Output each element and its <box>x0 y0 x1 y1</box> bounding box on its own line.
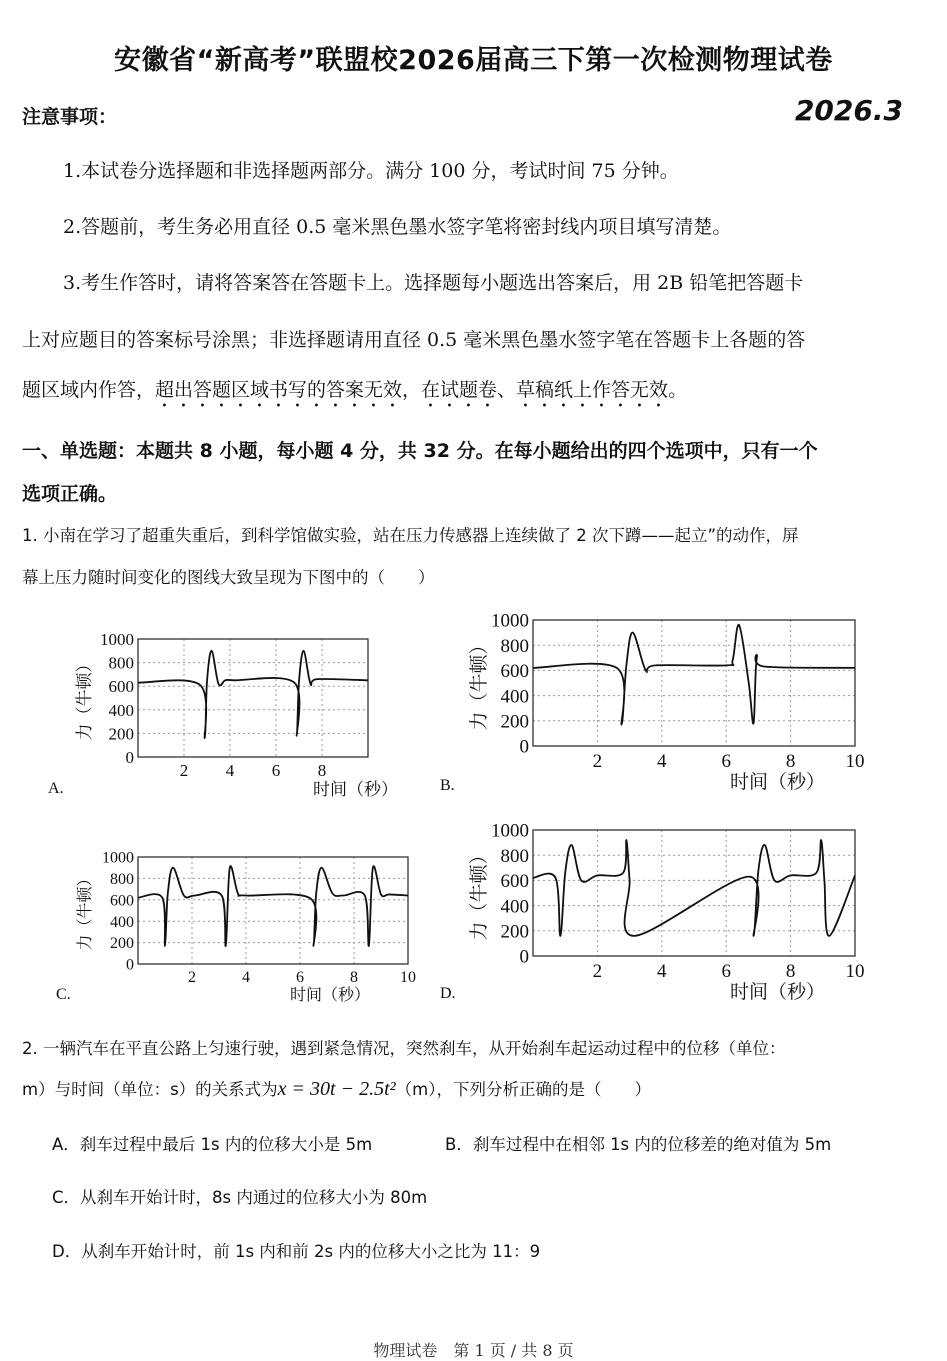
y-tick-label: 1000 <box>102 849 134 867</box>
force-curve <box>138 651 368 738</box>
y-axis-label: 力（牛顿） <box>469 845 490 941</box>
x-tick-label: 10 <box>845 751 865 772</box>
x-tick-label: 6 <box>721 961 731 982</box>
x-tick-label: 8 <box>785 961 796 982</box>
notice-emphasis-2: 在试题卷、草稿纸上作答无效 <box>421 379 669 401</box>
q2-stem-line2 <box>22 1076 651 1101</box>
q1-stem-line2: 幕上压力随时间变化的图线大致呈现为下图中的（ ） <box>22 568 435 587</box>
x-tick-label: 10 <box>400 969 416 986</box>
y-tick-label: 800 <box>500 635 529 657</box>
notice-comma: ， <box>402 379 422 401</box>
x-axis-label: 时间（秒） <box>729 772 825 793</box>
page-title: 安徽省“新高考”联盟校2026届高三下第一次检测物理试卷 <box>114 45 833 76</box>
q2-stem-post: （m），下列分析正确的是（ ） <box>395 1080 651 1099</box>
y-tick-label: 600 <box>108 677 134 697</box>
notice-2: 2.答题前，考生务必用直径 0.5 毫米黑色墨水签字笔将密封线内项目填写清楚。 <box>63 216 732 238</box>
plot-frame <box>138 639 368 757</box>
y-axis-label: 力（牛顿） <box>77 870 94 951</box>
x-tick-label: 2 <box>179 761 189 780</box>
x-tick-label: 4 <box>657 751 667 772</box>
y-axis-label: 力（牛顿） <box>469 635 490 731</box>
x-tick-label: 2 <box>592 961 603 982</box>
x-tick-label: 4 <box>657 961 667 982</box>
x-axis-label: 时间（秒） <box>313 780 398 799</box>
y-tick-label: 0 <box>519 736 529 758</box>
x-axis-label: 时间（秒） <box>289 987 370 1004</box>
notice-3-end-text: 题区域内作答， <box>22 379 156 401</box>
q2-option-a: A．刹车过程中最后 1s 内的位移大小是 5m <box>52 1135 373 1154</box>
notice-emphasis-1: 超出答题区域书写的答案无效 <box>155 379 403 401</box>
y-tick-label: 400 <box>110 913 134 931</box>
option-label: D. <box>440 985 456 1002</box>
notice-3-end <box>22 377 687 412</box>
y-tick-label: 400 <box>500 686 529 708</box>
chart-b <box>435 608 875 803</box>
notice-3-cont: 上对应题目的答案标号涂黑；非选择题请用直径 0.5 毫米黑色墨水签字笔在答题卡上各题的答 <box>22 329 806 351</box>
section-heading-line1: 一、单选题：本题共 8 小题，每小题 4 分，共 32 分。在每小题给出的四个选项中，只有一个 <box>22 440 818 462</box>
y-axis-label: 力（牛顿） <box>75 655 94 741</box>
y-tick-label: 800 <box>108 653 134 673</box>
y-tick-label: 0 <box>125 747 134 767</box>
y-tick-label: 200 <box>108 724 134 744</box>
x-tick-label: 8 <box>317 761 327 780</box>
chart-c <box>40 845 440 1005</box>
option-label: C. <box>56 986 71 1003</box>
y-tick-label: 600 <box>500 871 529 893</box>
y-tick-label: 600 <box>110 892 134 910</box>
y-tick-label: 800 <box>110 871 134 888</box>
x-tick-label: 2 <box>188 969 196 986</box>
y-tick-label: 800 <box>500 845 529 867</box>
chart-a <box>40 625 440 800</box>
x-tick-label: 6 <box>271 761 281 780</box>
notice-end: 。 <box>668 379 688 401</box>
y-tick-label: 200 <box>500 921 529 943</box>
y-tick-label: 0 <box>126 956 134 974</box>
y-tick-label: 200 <box>110 935 134 953</box>
y-tick-label: 200 <box>500 711 529 733</box>
notice-label: 注意事项： <box>22 106 118 128</box>
q2-equation: x = 30t − 2.5t² <box>277 1078 396 1100</box>
section-heading-line2: 选项正确。 <box>22 483 118 505</box>
plot-frame <box>533 830 855 956</box>
y-tick-label: 1000 <box>491 820 529 842</box>
x-tick-label: 8 <box>785 751 796 772</box>
q2-stem-pre: m）与时间（单位：s）的关系式为 <box>22 1080 278 1099</box>
x-tick-label: 8 <box>350 969 358 986</box>
q2-stem-line1: 2. 一辆汽车在平直公路上匀速行驶，遇到紧急情况，突然刹车，从开始刹车起运动过程中的位移（单位： <box>22 1039 786 1058</box>
y-tick-label: 600 <box>500 661 529 683</box>
force-curve <box>533 840 855 936</box>
force-curve <box>533 625 855 725</box>
chart-d <box>435 820 875 1005</box>
x-tick-label: 2 <box>592 751 603 772</box>
x-axis-label: 时间（秒） <box>729 982 825 1003</box>
x-tick-label: 6 <box>296 969 304 986</box>
q2-option-d: D．从刹车开始计时，前 1s 内和前 2s 内的位移大小之比为 11：9 <box>52 1242 541 1261</box>
option-label: B. <box>440 777 455 794</box>
notice-1: 1.本试卷分选择题和非选择题两部分。满分 100 分，考试时间 75 分钟。 <box>63 160 679 182</box>
q2-option-c: C．从刹车开始计时，8s 内通过的位移大小为 80m <box>52 1188 428 1207</box>
x-tick-label: 4 <box>242 969 250 986</box>
exam-date: 2026.3 <box>794 94 903 127</box>
y-tick-label: 400 <box>108 700 134 720</box>
plot-frame <box>533 620 855 746</box>
option-label: A. <box>48 780 64 797</box>
page-footer: 物理试卷 第 1 页 / 共 8 页 <box>373 1341 574 1360</box>
y-tick-label: 1000 <box>491 610 529 632</box>
x-tick-label: 4 <box>225 761 235 780</box>
y-tick-label: 400 <box>500 896 529 918</box>
x-tick-label: 6 <box>721 751 731 772</box>
q2-option-b: B．刹车过程中在相邻 1s 内的位移差的绝对值为 5m <box>445 1135 832 1154</box>
y-tick-label: 0 <box>519 946 529 968</box>
x-tick-label: 10 <box>845 961 865 982</box>
notice-3: 3.考生作答时，请将答案答在答题卡上。选择题每小题选出答案后，用 2B 铅笔把答题卡 <box>63 272 804 294</box>
y-tick-label: 1000 <box>100 629 134 649</box>
q1-stem-line1: 1. 小南在学习了超重失重后，到科学馆做实验，站在压力传感器上连续做了 2 次下蹲——起立”的动作，屏 <box>22 526 799 545</box>
